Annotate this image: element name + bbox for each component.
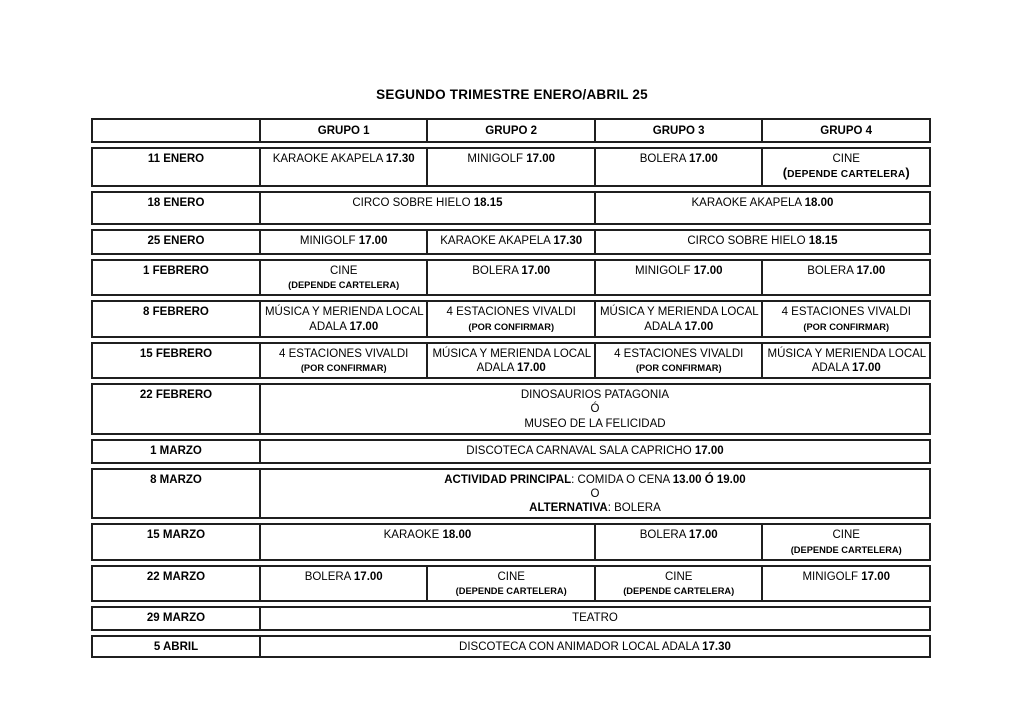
activity-cell — [259, 608, 929, 629]
text-run: (POR CONFIRMAR) — [803, 321, 890, 332]
activity-line — [432, 152, 590, 166]
text-run: KARAOKE — [383, 529, 443, 542]
activity-line — [265, 528, 590, 542]
text-run: 17.00 — [526, 153, 555, 165]
activity-line — [265, 347, 423, 361]
text-run: 17.00 — [688, 529, 718, 542]
text-run: 4 ESTACIONES VIVALDI — [446, 306, 576, 319]
text-run: 17.30 — [553, 235, 583, 247]
date-cell: 8 MARZO — [150, 473, 202, 486]
text-run: CIRCO SOBRE HIELO — [687, 235, 809, 247]
text-run: 17.00 — [353, 570, 383, 583]
text-run: (DEPENDE CARTELERA) — [288, 280, 400, 291]
activity-line — [600, 152, 758, 166]
text-run: (POR CONFIRMAR) — [300, 363, 387, 374]
text-run: MINIGOLF — [299, 235, 359, 247]
page-title: SEGUNDO TRIMESTRE ENERO/ABRIL 25 — [376, 87, 648, 102]
activity-cell — [761, 149, 929, 185]
text-run: ACTIVIDAD PRINCIPAL — [444, 473, 572, 486]
activity-cell — [761, 302, 929, 335]
activity-line — [600, 305, 758, 319]
activity-cell — [259, 149, 427, 185]
activity-line — [265, 361, 423, 375]
activity-cell — [259, 567, 427, 600]
text-run: BOLERA — [807, 265, 857, 277]
activity-line — [600, 361, 758, 375]
text-run: KARAOKE AKAPELA — [272, 153, 386, 165]
activity-cell — [594, 302, 762, 335]
activity-line — [432, 361, 590, 375]
text-run: 17.00 — [521, 265, 551, 277]
activity-line — [265, 501, 925, 515]
text-run: DINOSAURIOS PATAGONIA — [520, 389, 670, 402]
table-row — [91, 229, 931, 255]
activity-cell — [259, 261, 427, 294]
activity-cell — [761, 261, 929, 294]
activity-line — [432, 347, 590, 361]
date-cell: 8 FEBRERO — [143, 306, 209, 319]
text-run: 17.00 — [856, 265, 886, 277]
activity-line — [767, 543, 925, 557]
text-run: 17.00 — [516, 362, 546, 375]
table-row — [91, 259, 931, 296]
text-run: ) — [905, 165, 910, 181]
text-run: ALTERNATIVA — [529, 502, 608, 515]
text-run: BOLERA — [639, 153, 689, 165]
text-run: 4 ESTACIONES VIVALDI — [614, 347, 744, 360]
activity-cell — [426, 344, 594, 377]
table-row — [91, 565, 931, 602]
text-run: ADALA — [309, 320, 350, 333]
text-run: 4 ESTACIONES VIVALDI — [781, 306, 911, 319]
activity-line — [265, 278, 423, 292]
text-run: DISCOTECA CARNAVAL SALA CAPRICHO — [466, 444, 695, 457]
text-run: MINIGOLF — [634, 265, 694, 277]
date-cell: 1 MARZO — [150, 444, 202, 457]
corner-cell — [93, 120, 259, 141]
text-run: ( — [782, 165, 788, 181]
table-row — [91, 635, 931, 658]
activity-line — [767, 320, 925, 334]
text-run: BOLERA — [639, 529, 689, 542]
activity-line — [265, 570, 423, 584]
activity-line — [767, 264, 925, 278]
date-cell: 5 ABRIL — [153, 641, 199, 654]
text-run: (DEPENDE CARTELERA) — [455, 586, 567, 597]
table-row — [91, 300, 931, 337]
text-run: MÚSICA Y MERIENDA LOCAL — [264, 306, 424, 319]
activity-line — [600, 264, 758, 278]
text-run: ADALA — [476, 362, 517, 375]
activity-line — [432, 264, 590, 278]
activity-cell — [594, 231, 929, 253]
text-run: 17.00 — [688, 153, 718, 165]
activity-cell — [259, 231, 427, 253]
activity-cell — [259, 525, 594, 558]
activity-line — [432, 305, 590, 319]
date-cell: 29 MARZO — [146, 612, 206, 625]
activity-line — [600, 196, 925, 210]
text-run: 17.00 — [851, 362, 881, 375]
text-run: MINIGOLF — [802, 570, 862, 583]
group-header-cell: GRUPO 4 — [761, 120, 929, 141]
activity-cell — [426, 261, 594, 294]
activity-line — [767, 528, 925, 542]
text-run: Ó — [590, 403, 600, 416]
activity-cell — [426, 231, 594, 253]
activity-cell — [259, 441, 929, 462]
activity-line — [600, 584, 758, 598]
activity-line — [767, 305, 925, 319]
group-header-cell: GRUPO 1 — [259, 120, 427, 141]
text-run: : COMIDA O CENA — [571, 473, 673, 486]
activity-line — [432, 584, 590, 598]
activity-cell — [761, 567, 929, 600]
header-row — [91, 118, 931, 143]
activity-cell — [594, 344, 762, 377]
activity-cell — [426, 567, 594, 600]
text-run: 4 ESTACIONES VIVALDI — [279, 347, 409, 360]
text-run: (DEPENDE CARTELERA) — [623, 586, 735, 597]
text-run: KARAOKE AKAPELA — [440, 235, 554, 247]
table-row — [91, 606, 931, 631]
text-run: CINE — [664, 570, 693, 583]
text-run: CINE — [832, 529, 860, 542]
activity-line — [265, 640, 925, 654]
text-run: MUSEO DE LA FELICIDAD — [524, 417, 666, 430]
text-run: 17.00 — [693, 265, 723, 277]
text-run: (POR CONFIRMAR) — [635, 363, 722, 374]
date-cell: 15 FEBRERO — [139, 347, 213, 360]
activity-line — [767, 570, 925, 584]
text-run: : BOLERA — [607, 502, 661, 515]
text-run: CINE — [497, 570, 525, 583]
text-run: (DEPENDE CARTELERA) — [790, 544, 902, 555]
activity-cell — [594, 525, 762, 558]
activity-line — [265, 444, 925, 458]
table-row — [91, 191, 931, 225]
text-run: TEATRO — [572, 612, 618, 625]
text-run: MÚSICA Y MERIENDA LOCAL — [432, 347, 592, 360]
text-run: 17.30 — [385, 153, 415, 165]
activity-line — [767, 152, 925, 166]
activity-line — [600, 528, 758, 542]
text-run: ADALA — [644, 320, 685, 333]
text-run: 18.00 — [442, 529, 472, 542]
text-run: ADALA — [811, 362, 852, 375]
activity-line — [600, 347, 758, 361]
activity-cell — [594, 149, 762, 185]
activity-line — [600, 570, 758, 584]
activity-line — [265, 473, 925, 487]
activity-line — [767, 361, 925, 375]
activity-cell — [594, 261, 762, 294]
text-run: (POR CONFIRMAR) — [468, 321, 555, 332]
table-row — [91, 523, 931, 560]
activity-line — [265, 487, 925, 501]
activity-cell — [259, 302, 427, 335]
text-run: BOLERA — [304, 570, 354, 583]
activity-cell — [426, 302, 594, 335]
table-row — [91, 383, 931, 435]
activity-line — [600, 320, 758, 334]
text-run: CIRCO SOBRE HIELO — [352, 197, 474, 209]
activity-line — [265, 264, 423, 278]
group-header-cell: GRUPO 3 — [594, 120, 762, 141]
activity-cell — [594, 193, 929, 223]
text-run: 17.00 — [861, 570, 891, 583]
date-cell: 22 MARZO — [146, 570, 206, 583]
text-run: 17.00 — [694, 444, 724, 457]
activity-cell — [426, 149, 594, 185]
schedule-table — [91, 118, 931, 658]
date-cell: 15 MARZO — [146, 529, 206, 542]
activity-line — [265, 417, 925, 431]
activity-line — [265, 320, 423, 334]
text-run: 17.30 — [702, 641, 731, 654]
table-row — [91, 468, 931, 520]
table-row — [91, 147, 931, 187]
activity-line — [432, 320, 590, 334]
table-row — [91, 439, 931, 464]
activity-line — [265, 196, 590, 210]
activity-line — [265, 305, 423, 319]
text-run: CINE — [832, 153, 860, 165]
text-run: O — [590, 488, 600, 501]
text-run: 17.00 — [358, 235, 388, 247]
activity-line — [265, 152, 423, 166]
activity-cell — [761, 525, 929, 558]
text-run: 13.00 Ó 19.00 — [672, 473, 746, 486]
text-run: 18.15 — [808, 235, 838, 247]
text-run: 17.00 — [349, 320, 379, 333]
date-cell: 25 ENERO — [147, 235, 205, 247]
activity-line — [432, 234, 590, 248]
activity-line — [767, 347, 925, 361]
text-run: MINIGOLF — [467, 153, 527, 165]
text-run: MÚSICA Y MERIENDA LOCAL — [767, 347, 927, 360]
activity-line — [432, 570, 590, 584]
text-run: KARAOKE AKAPELA — [691, 197, 805, 209]
activity-cell — [259, 637, 929, 656]
date-cell: 22 FEBRERO — [139, 389, 213, 402]
text-run: MÚSICA Y MERIENDA LOCAL — [599, 306, 759, 319]
activity-cell — [761, 344, 929, 377]
activity-line — [265, 234, 423, 248]
date-cell: 18 ENERO — [147, 197, 205, 209]
activity-line — [265, 611, 925, 625]
activity-cell — [594, 567, 762, 600]
text-run: 18.15 — [473, 197, 503, 209]
text-run: CINE — [329, 265, 358, 277]
activity-line — [767, 166, 925, 182]
text-run: DEPENDE CARTELERA — [787, 169, 906, 181]
group-header-cell: GRUPO 2 — [426, 120, 594, 141]
text-run: BOLERA — [472, 265, 522, 277]
activity-line — [265, 402, 925, 416]
activity-cell — [259, 344, 427, 377]
activity-line — [600, 234, 925, 248]
text-run: DISCOTECA CON ANIMADOR LOCAL ADALA — [459, 641, 703, 654]
text-run: 17.00 — [684, 320, 714, 333]
text-run: 18.00 — [804, 197, 834, 209]
activity-cell — [259, 193, 594, 223]
activity-cell — [259, 385, 929, 433]
date-cell: 11 ENERO — [147, 153, 205, 165]
date-cell: 1 FEBRERO — [143, 265, 209, 277]
activity-cell — [259, 470, 929, 518]
table-row — [91, 342, 931, 379]
activity-line — [265, 388, 925, 402]
